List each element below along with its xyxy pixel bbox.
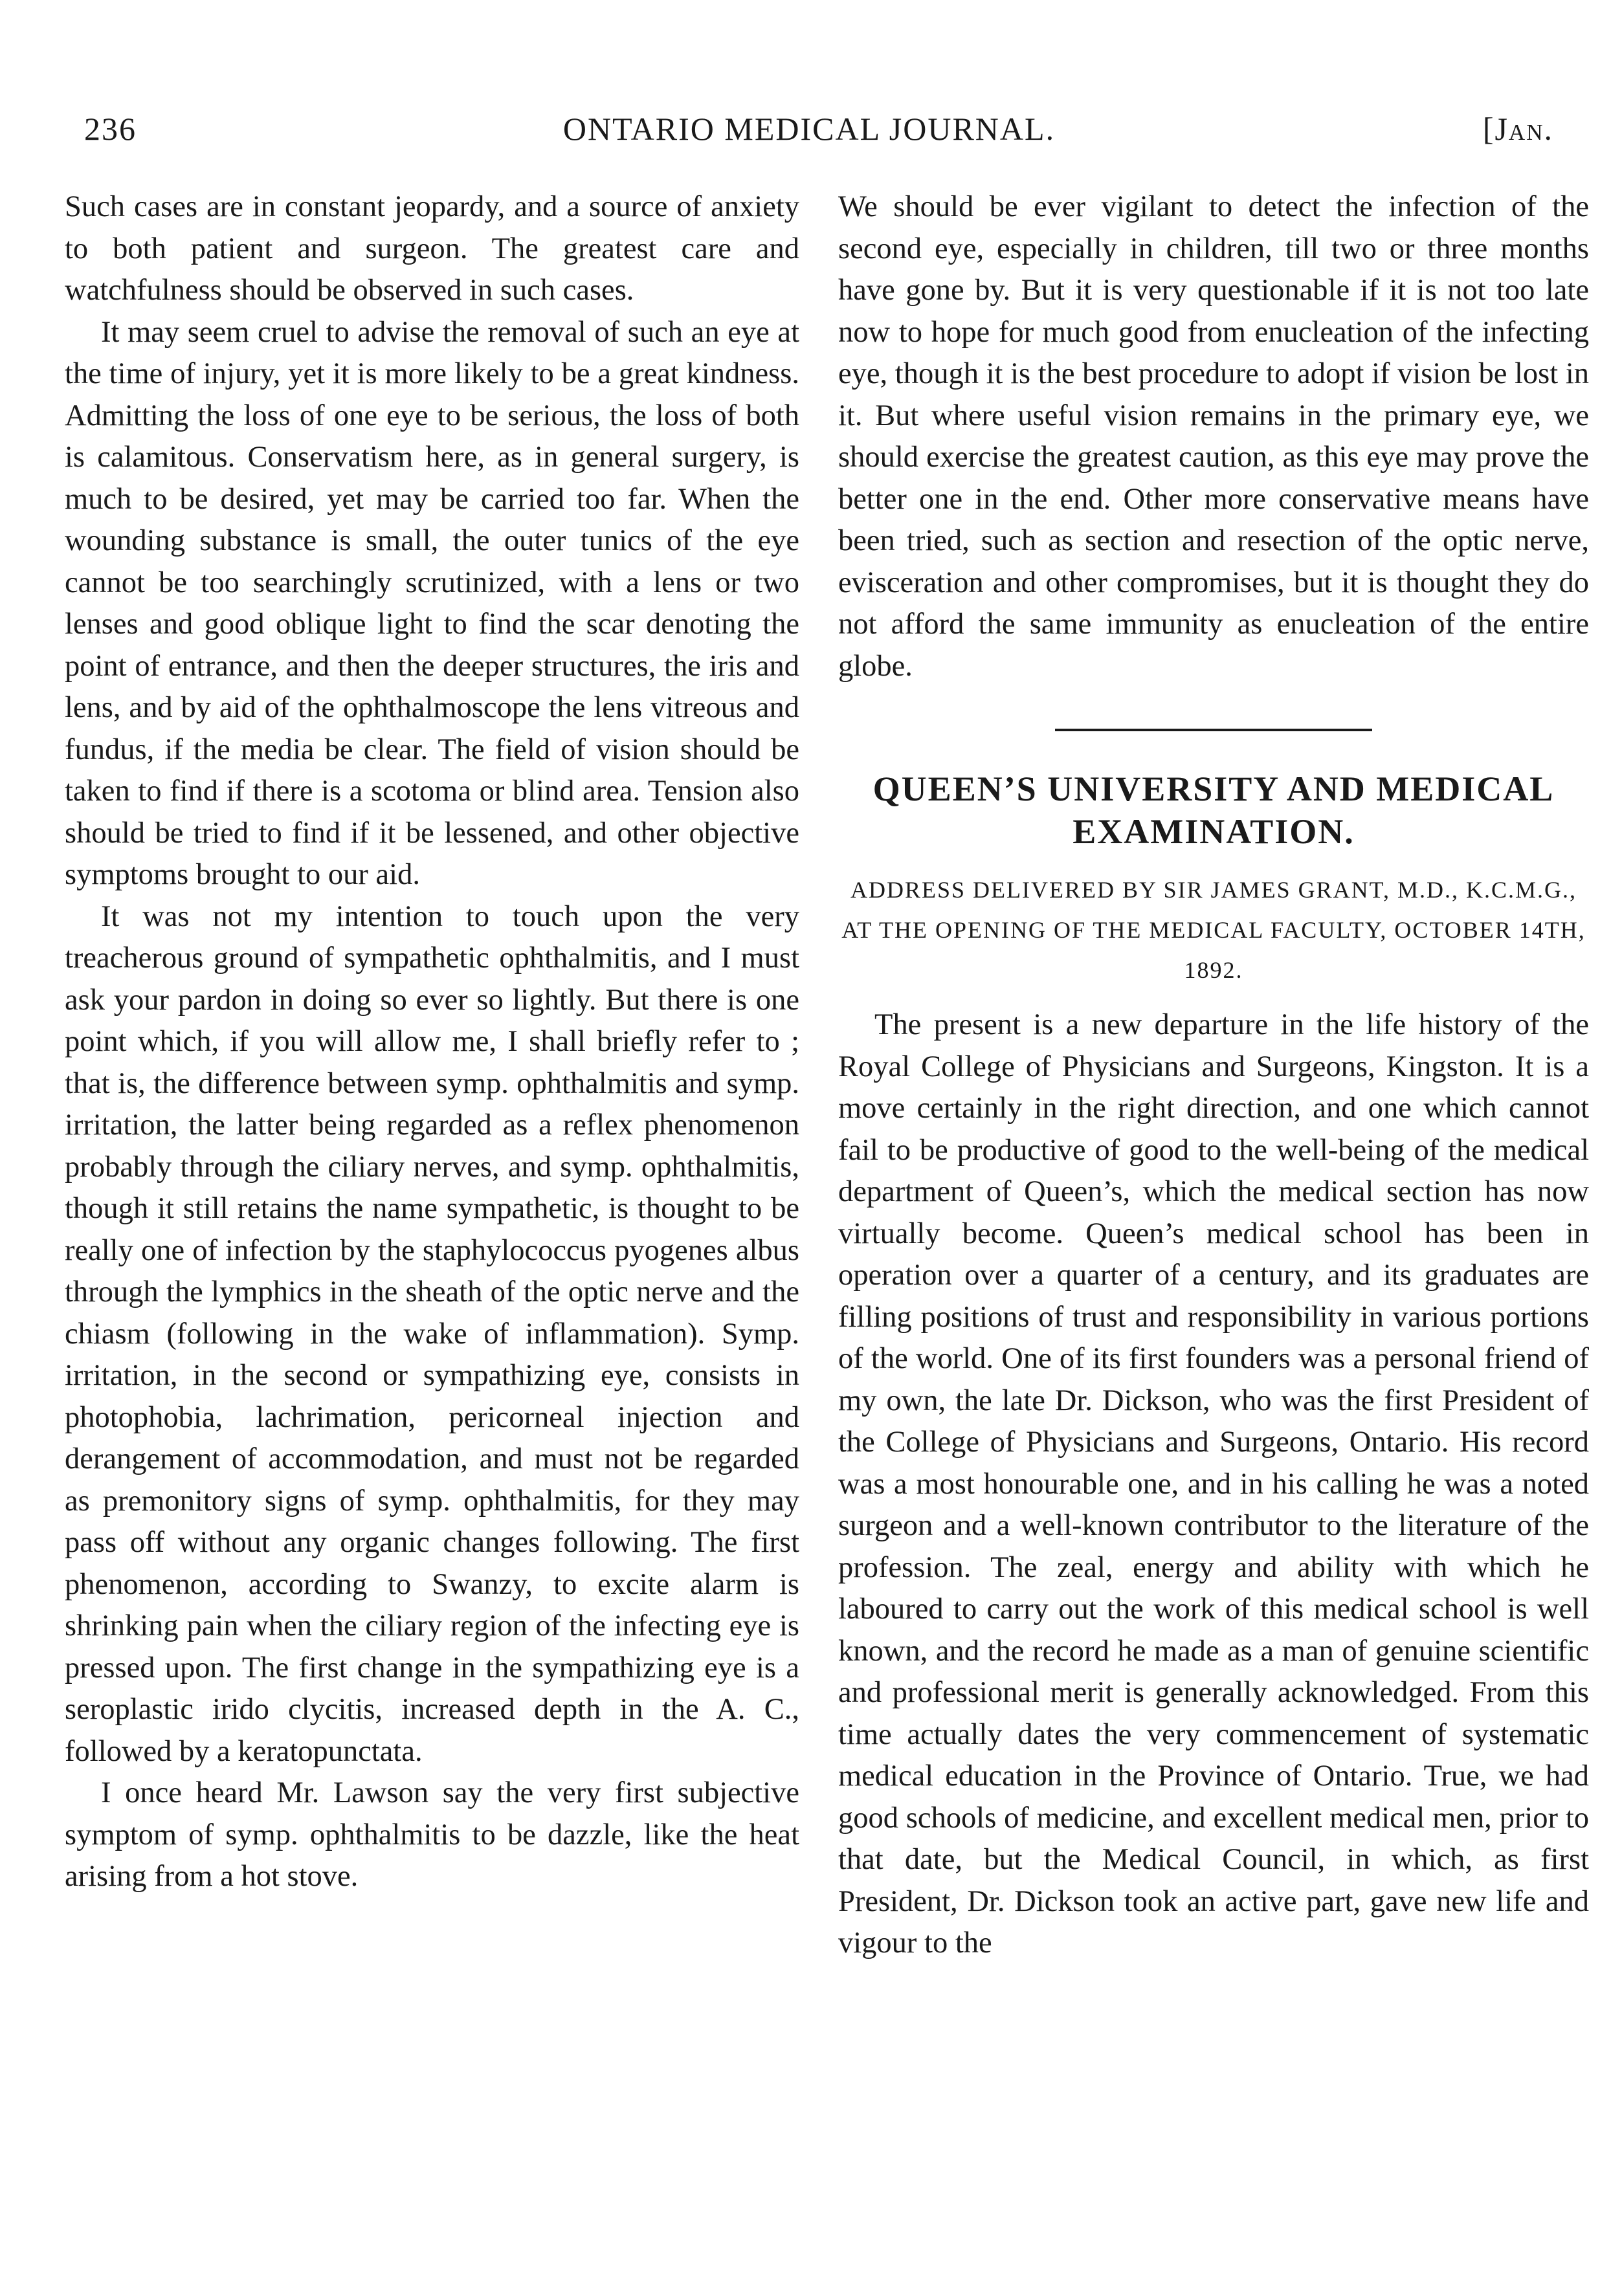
section-divider bbox=[1055, 729, 1372, 731]
article-byline: ADDRESS DELIVERED BY SIR JAMES GRANT, M.D., K.C.M.G., AT THE OPENING OF THE MEDICAL FACULTY, OCTOBER 14TH, 1892. bbox=[841, 877, 1586, 983]
paragraph: It was not my intention to touch upon the very treacherous ground of sympathetic ophthalmitis, and I must ask your pardon in doing so ever so lightly. But there is one point which, if you will allow me, I shall briefly refer to ; that is, the difference between symp. ophthalmitis and symp. irritation, the latter being regarded as a reflex phenomenon probably through the ciliary nerves, and symp. ophthalmitis, though it still retains the name sympathetic, is thought to be really one of infection by the staphylococcus pyogenes albus through the lymphics in the sheath of the optic nerve and the chiasm (following in the wake of inflammation). Symp. irritation, in the second or sympathizing eye, consists in photophobia, lachrimation, pericorneal injection and derangement of accommodation, and must not be regarded as premonitory signs of symp. ophthalmitis, for they may pass off without any organic changes following. The first phenomenon, according to Swanzy, to excite alarm is shrinking pain when the ciliary region of the infecting eye is pressed upon. The first change in the sympathizing eye is a seroplastic irido clycitis, increased depth in the A. C., followed by a keratopunctata. bbox=[65, 900, 799, 1768]
paragraph: Such cases are in constant jeopardy, and a source of anxiety to both patient and surgeon. The greatest care and watchfulness should be observed in such cases. bbox=[65, 190, 799, 307]
paragraph: We should be ever vigilant to detect the infection of the second eye, especially in children, till two or three months have gone by. But it is very questionable if it is not too late now to hope for much good from enucleation of the infecting eye, though it is the best procedure to adopt if vision be lost in it. But where useful vision remains in the primary eye, we should exercise the greatest caution, as this eye may prove the better one in the end. Other more conservative means have been tried, such as section and resection of the optic nerve, evisceration and other compromises, but it is thought they do not afford the same immunity as enucleation of the entire globe. bbox=[838, 190, 1589, 683]
journal-title: ONTARIO MEDICAL JOURNAL. bbox=[562, 111, 1056, 147]
journal-page bbox=[65, 110, 1600, 2271]
paragraph: It may seem cruel to advise the removal of such an eye at the time of injury, yet it is more likely to be a great kindness. Admitting the loss of one eye to be serious, the loss of both is calamitous. Conservatism here, as in general surgery, is much to be desired, yet may be carried too far. When the wounding substance is small, the outer tunics of the eye cannot be too searchingly scrutinized, with a lens or two lenses and good oblique light to find the scar denoting the point of entrance, and then the deeper structures, the iris and lens, and by aid of the ophthalmoscope the lens vitreous and fundus, if the media be clear. The field of vision should be taken to find if there is a scotoma or blind area. Tension also should be tried to find if it be lessened, and other objective symptoms brought to our aid. bbox=[65, 315, 799, 891]
running-head bbox=[65, 110, 1553, 155]
page-number: 236 bbox=[84, 111, 137, 147]
right-column bbox=[838, 186, 1589, 1965]
paragraph: The present is a new departure in the life history of the Royal College of Physicians and Surgeons, Kingston. It is a move certainly in the right direction, and one which cannot fail to be productive of good to the well-being of the medical department of Queen’s, which the medical section has now virtually become. Queen’s medical school has been in operation over a quarter of a century, and its graduates are filling positions of trust and responsibility in various portions of the world. One of its first founders was a personal friend of my own, the late Dr. Dickson, who was the first President of the College of Physicians and Surgeons, Ontario. His record was a most honourable one, and in his calling he was a noted surgeon and a well-known contributor to the literature of the profession. The zeal, energy and ability with which he laboured to carry out the work of this medical school is well known, and the record he made as a man of genuine scientific and professional merit is generally acknowledged. From this time actually dates the very commencement of systematic medical education in the Province of Ontario. True, we had good schools of medicine, and excellent medical men, prior to that date, but the Medical Council, in which, as first President, Dr. Dickson took an active part, gave new life and vigour to the bbox=[838, 1008, 1589, 1959]
paragraph: I once heard Mr. Lawson say the very first subjective symptom of symp. ophthalmitis to be dazzle, like the heat arising from a hot stove. bbox=[65, 1776, 799, 1893]
issue-month: [Jan. bbox=[1482, 111, 1553, 147]
section-title: QUEEN’S UNIVERSITY AND MEDICAL EXAMINATION. bbox=[872, 769, 1555, 851]
left-column bbox=[65, 186, 799, 1898]
